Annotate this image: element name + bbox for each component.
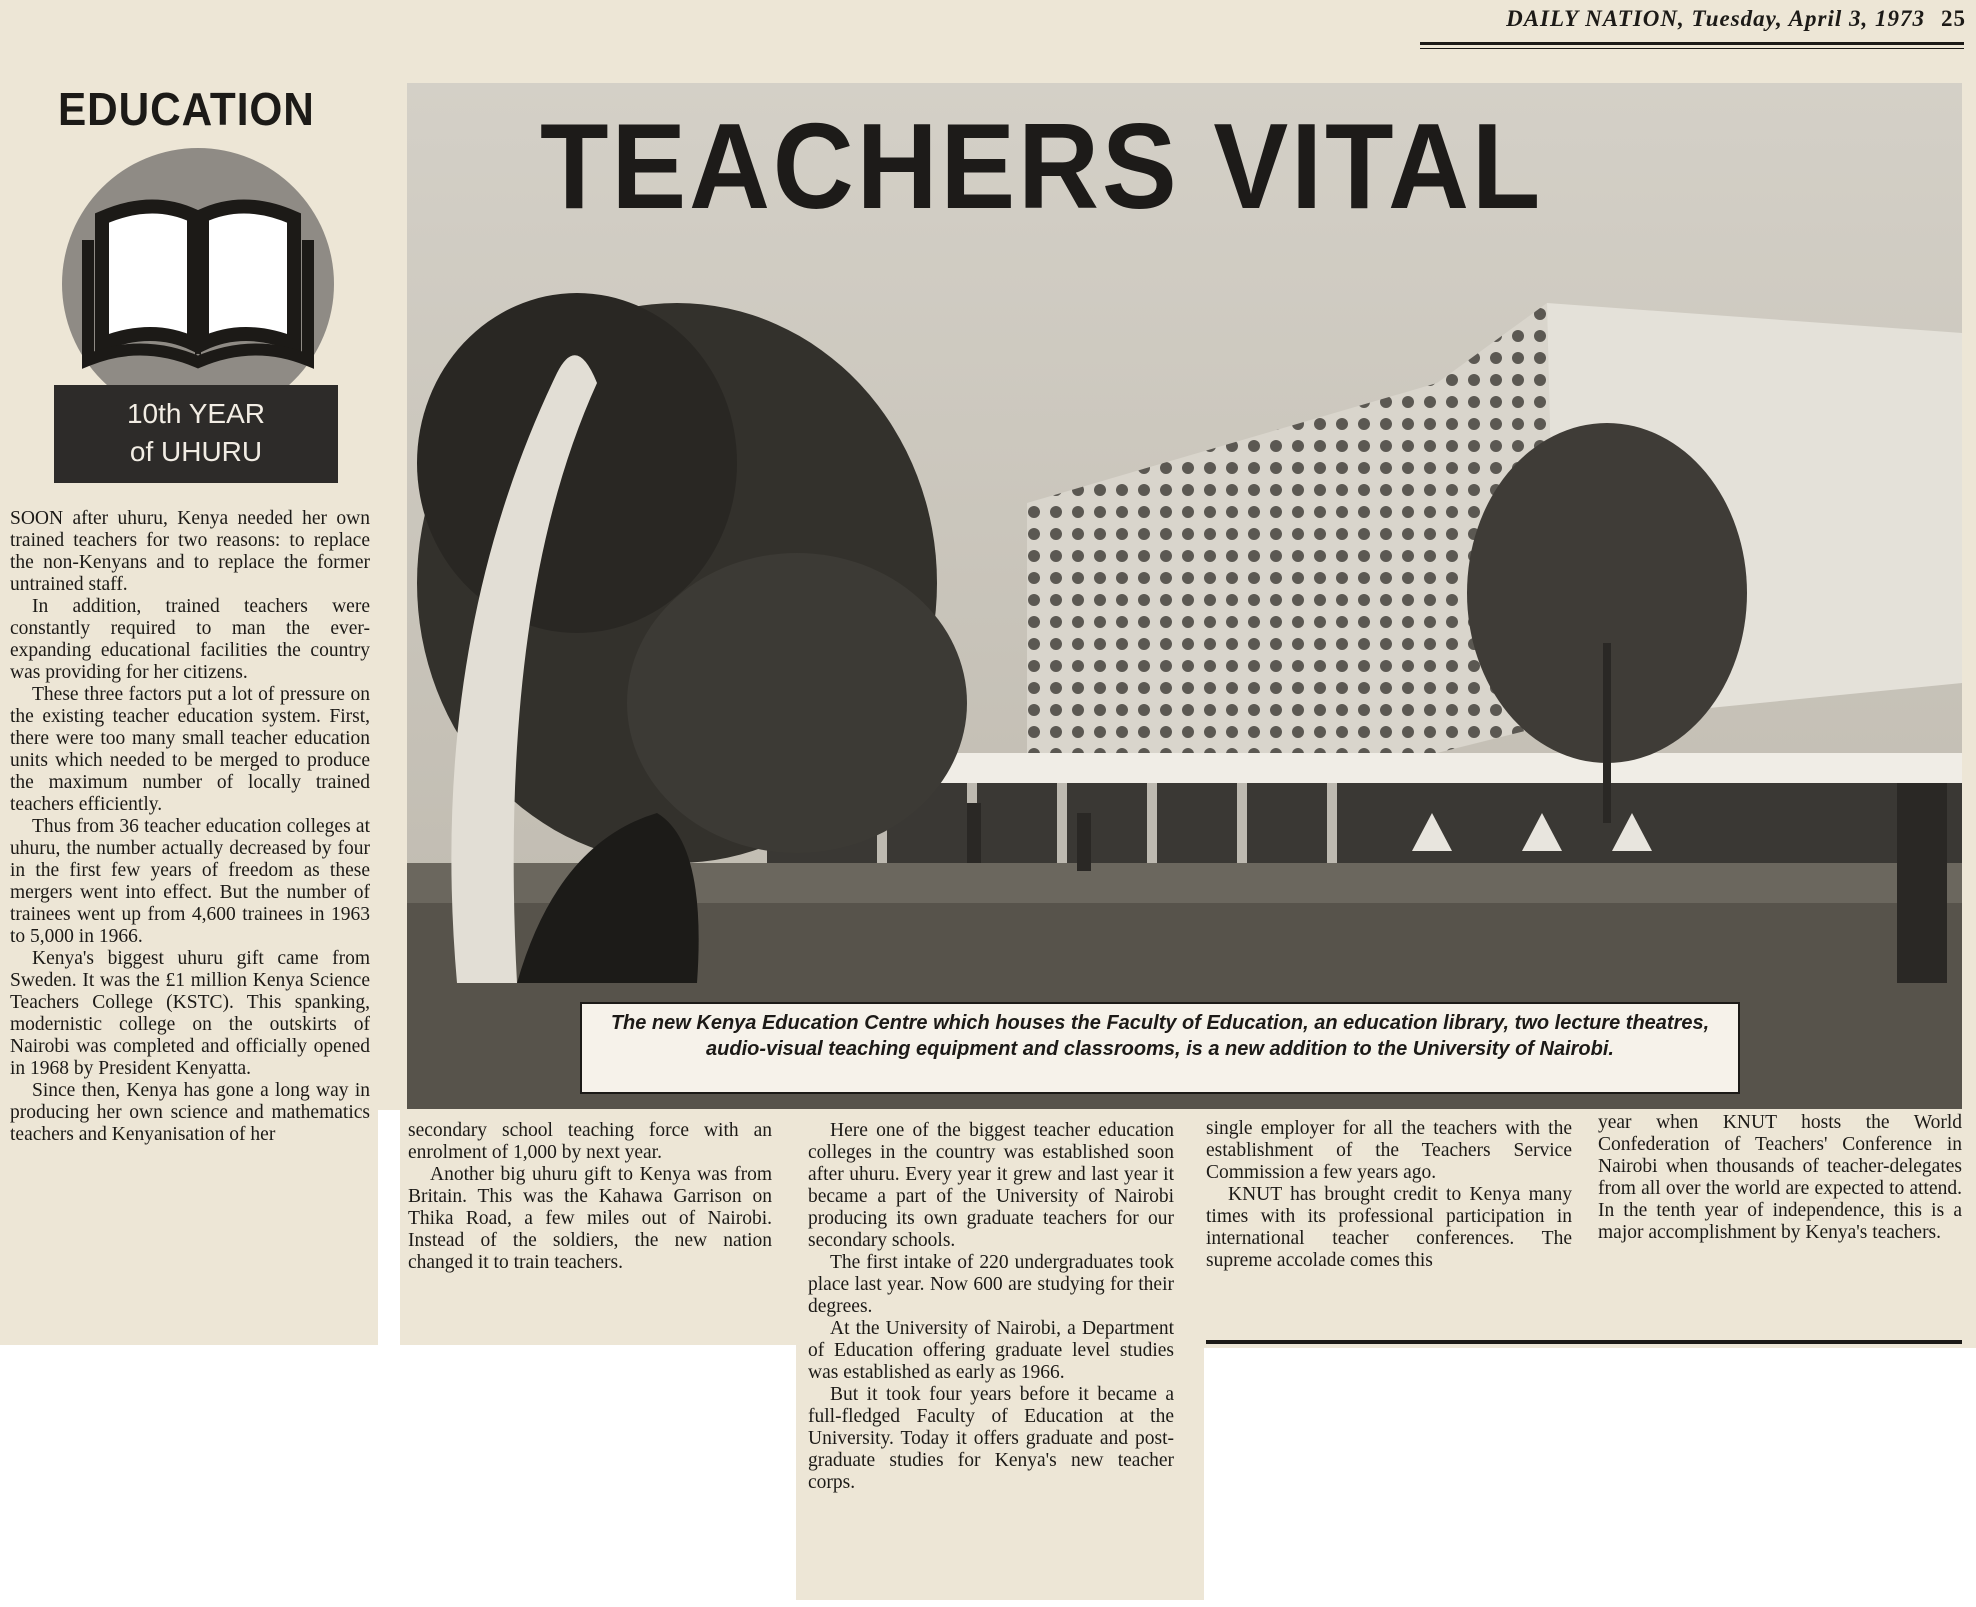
- open-book-icon: [62, 148, 334, 420]
- article-end-rule: [1206, 1340, 1962, 1344]
- section-title: EDUCATION: [58, 83, 315, 135]
- headline: TEACHERS VITAL: [540, 98, 1544, 234]
- page-number: 25: [1941, 6, 1966, 31]
- article-column-2: [408, 1120, 772, 1274]
- paragraph: secondary school teaching force with an enrolment of 1,000 by next year.: [408, 1120, 772, 1163]
- masthead-rule-thin: [1420, 48, 1964, 49]
- paragraph: SOON after uhuru, Kenya needed her own trained teachers for two reasons: to replace the non-Kenyans and to replace the former untrained staff.: [10, 508, 370, 595]
- paragraph: Here one of the biggest teacher education colleges in the country was established soon after uhuru. Every year it grew and last year it became a part of the University of Nairobi producing its own graduate teachers for our secondary schools.: [808, 1120, 1174, 1251]
- paragraph: Thus from 36 teacher education colleges at uhuru, the number actually decreased by four in the first few years of freedom as these mergers went into effect. But the number of trainees went up from 4,600 trainees in 1963 to 5,000 in 1966.: [10, 816, 370, 947]
- paragraph: KNUT has brought credit to Kenya many times with its professional participation in international teacher conferences. The supreme accolade comes this: [1206, 1184, 1572, 1271]
- paragraph: Since then, Kenya has gone a long way in producing her own science and mathematics teachers and Kenyanisation of her: [10, 1080, 370, 1145]
- article-column-5: [1598, 1112, 1962, 1244]
- article-column-4: [1206, 1118, 1572, 1272]
- section-badge: [54, 385, 338, 483]
- paragraph: single employer for all the teachers with the establishment of the Teachers Service Commission a few years ago.: [1206, 1118, 1572, 1183]
- paragraph: year when KNUT hosts the World Confederation of Teachers' Conference in Nairobi when thousands of teacher-delegates from all over the world are expected to attend. In the tenth year of independence, this is a major accomplishment by Kenya's teachers.: [1598, 1112, 1962, 1243]
- paragraph: In addition, trained teachers were constantly required to man the ever-expanding educational facilities the country was providing for her citizens.: [10, 596, 370, 683]
- paragraph: Kenya's biggest uhuru gift came from Sweden. It was the £1 million Kenya Science Teachers College (KSTC). This spanking, modernistic college on the outskirts of Nairobi was completed and officially opened in 1968 by President Kenyatta.: [10, 948, 370, 1079]
- article-column-1: [10, 508, 370, 1146]
- paragraph: These three factors put a lot of pressure on the existing teacher education system. First, there were too many small teacher education units which needed to be merged to produce the maximum number of locally trained teachers efficiently.: [10, 684, 370, 815]
- masthead-paper: DAILY NATION, Tuesday, April 3, 1973: [1506, 6, 1925, 31]
- section-emblem: [62, 148, 334, 420]
- badge-line-2: of UHURU: [129, 436, 263, 467]
- article-column-3: [808, 1120, 1174, 1494]
- badge-line-1: 10th YEAR: [126, 398, 266, 429]
- photo-caption: The new Kenya Education Centre which houses the Faculty of Education, an education library, two lecture theatres, audio-visual teaching equipment and classrooms, is a new addition to the University of Nairobi.: [580, 1002, 1740, 1094]
- masthead-rule: [1420, 42, 1964, 45]
- paragraph: At the University of Nairobi, a Department of Education offering graduate level studies was established as early as 1966.: [808, 1318, 1174, 1383]
- paragraph: But it took four years before it became a full-fledged Faculty of Education at the University. Today it offers graduate and post-graduate studies for Kenya's new teacher corps.: [808, 1384, 1174, 1493]
- paragraph: Another big uhuru gift to Kenya was from Britain. This was the Kahawa Garrison on Thika Road, a few miles out of Nairobi. Instead of the soldiers, the new nation changed it to train teachers.: [408, 1164, 772, 1273]
- masthead: [1418, 6, 1966, 32]
- paragraph: The first intake of 220 undergraduates took place last year. Now 600 are studying for their degrees.: [808, 1252, 1174, 1317]
- photo-illustration: [407, 83, 1962, 1109]
- building-photo: [407, 83, 1962, 1109]
